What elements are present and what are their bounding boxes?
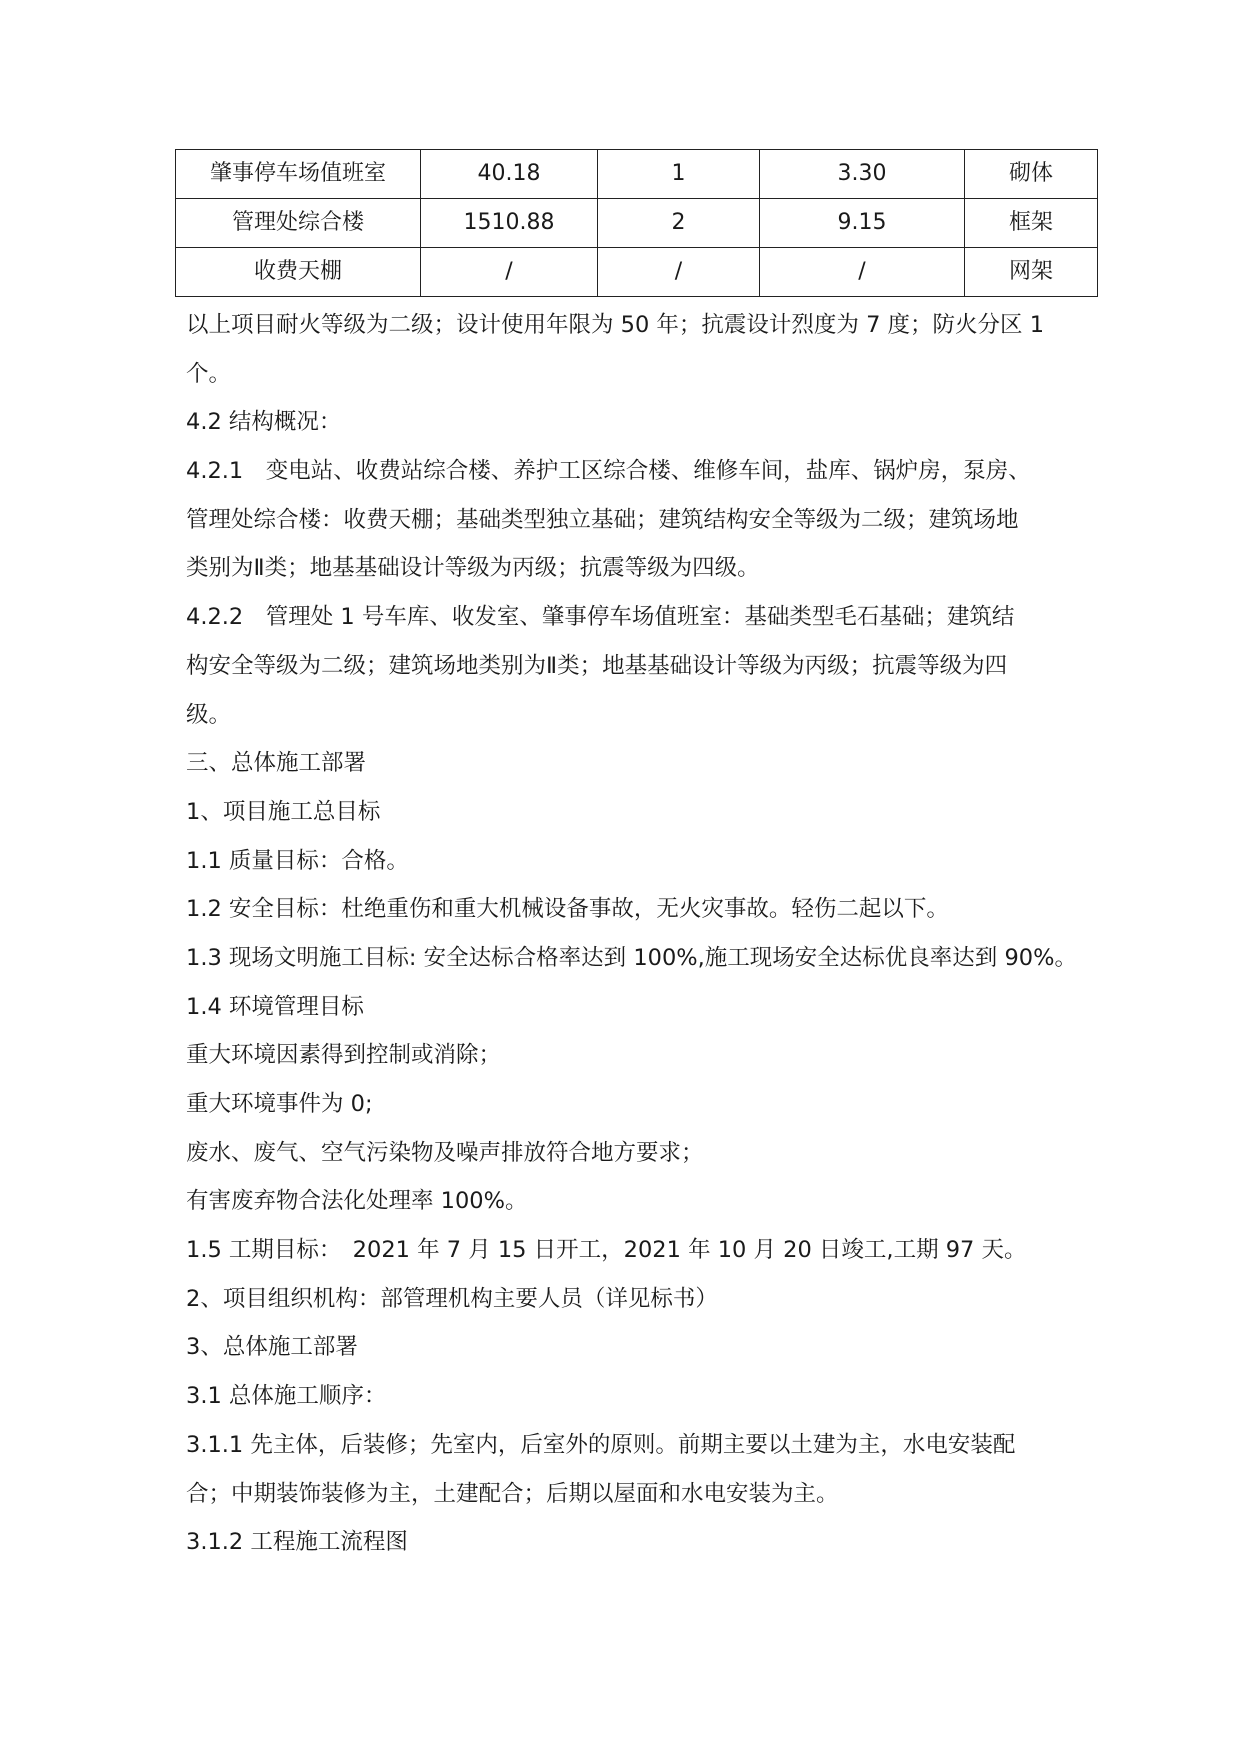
paragraph-line: 废水、废气、空气污染物及噪声排放符合地方要求； [186,1139,704,1166]
paragraph-line: 1.3 现场文明施工目标: 安全达标合格率达到 100%,施工现场安全达标优良率达到 90%。 [186,944,1077,971]
table-cell: 管理处综合楼 [176,199,421,248]
paragraph-line: 个。 [186,360,232,387]
paragraph-line: 重大环境事件为 0; [186,1091,373,1117]
paragraph-line: 3.1.2 工程施工流程图 [186,1529,408,1556]
paragraph-line: 3.1 总体施工顺序： [186,1383,387,1410]
table-row [176,199,1098,248]
section-heading: 三、总体施工部署 [186,750,367,777]
table-row [176,248,1098,297]
paragraph-line: 4.2.1 变电站、收费站综合楼、养护工区综合楼、维修车间，盐库、锅炉房，泵房、 [186,458,1031,485]
table-cell: 肇事停车场值班室 [176,150,421,199]
table-row [176,150,1098,199]
paragraph-line: 管理处综合楼：收费天棚；基础类型独立基础；建筑结构安全等级为二级；建筑场地 [186,506,1019,533]
table-cell: 1 [598,150,760,199]
table-cell: / [760,248,965,297]
section-heading: 3、总体施工部署 [186,1334,358,1361]
section-heading: 2、项目组织机构：部管理机构主要人员（详见标书） [186,1285,718,1312]
table-cell: 收费天棚 [176,248,421,297]
paragraph-line: 1.1 质量目标：合格。 [186,847,409,874]
paragraph-line: 合；中期装饰装修为主，土建配合；后期以屋面和水电安装为主。 [186,1480,839,1507]
paragraph-line: 1.4 环境管理目标 [186,993,364,1020]
paragraph-line: 有害废弃物合法化处理率 100%。 [186,1188,528,1215]
paragraph-line: 级。 [186,701,232,728]
table-cell: 3.30 [760,150,965,199]
table-cell: 砌体 [965,150,1098,199]
table-cell: 9.15 [760,199,965,248]
table-cell: / [421,248,598,297]
paragraph-line: 3.1.1 先主体，后装修；先室内，后室外的原则。前期主要以土建为主，水电安装配 [186,1431,1016,1458]
table-cell: 2 [598,199,760,248]
body-text [186,301,1116,1567]
paragraph-line: 4.2.2 管理处 1 号车库、收发室、肇事停车场值班室：基础类型毛石基础；建筑结 [186,604,1015,631]
section-heading: 4.2 结构概况： [186,409,342,436]
paragraph-line: 重大环境因素得到控制或消除； [186,1042,502,1069]
paragraph-line: 类别为Ⅱ类；地基基础设计等级为丙级；抗震等级为四级。 [186,555,760,582]
paragraph-line: 以上项目耐火等级为二级；设计使用年限为 50 年；抗震设计烈度为 7 度；防火分区 1 [186,312,1045,338]
table-cell: 框架 [965,199,1098,248]
table-cell: / [598,248,760,297]
table-cell: 1510.88 [421,199,598,248]
paragraph-line: 1.2 安全目标：杜绝重伤和重大机械设备事故，无火灾事故。轻伤二起以下。 [186,896,949,923]
paragraph-line: 1.5 工期目标： 2021 年 7 月 15 日开工，2021 年 10 月 20 日竣工,工期 97 天。 [186,1237,1027,1264]
table-cell: 40.18 [421,150,598,199]
building-spec-table [175,149,1098,297]
section-heading: 1、项目施工总目标 [186,798,381,825]
paragraph-line: 构安全等级为二级；建筑场地类别为Ⅱ类；地基基础设计等级为丙级；抗震等级为四 [186,652,1008,679]
table-cell: 网架 [965,248,1098,297]
